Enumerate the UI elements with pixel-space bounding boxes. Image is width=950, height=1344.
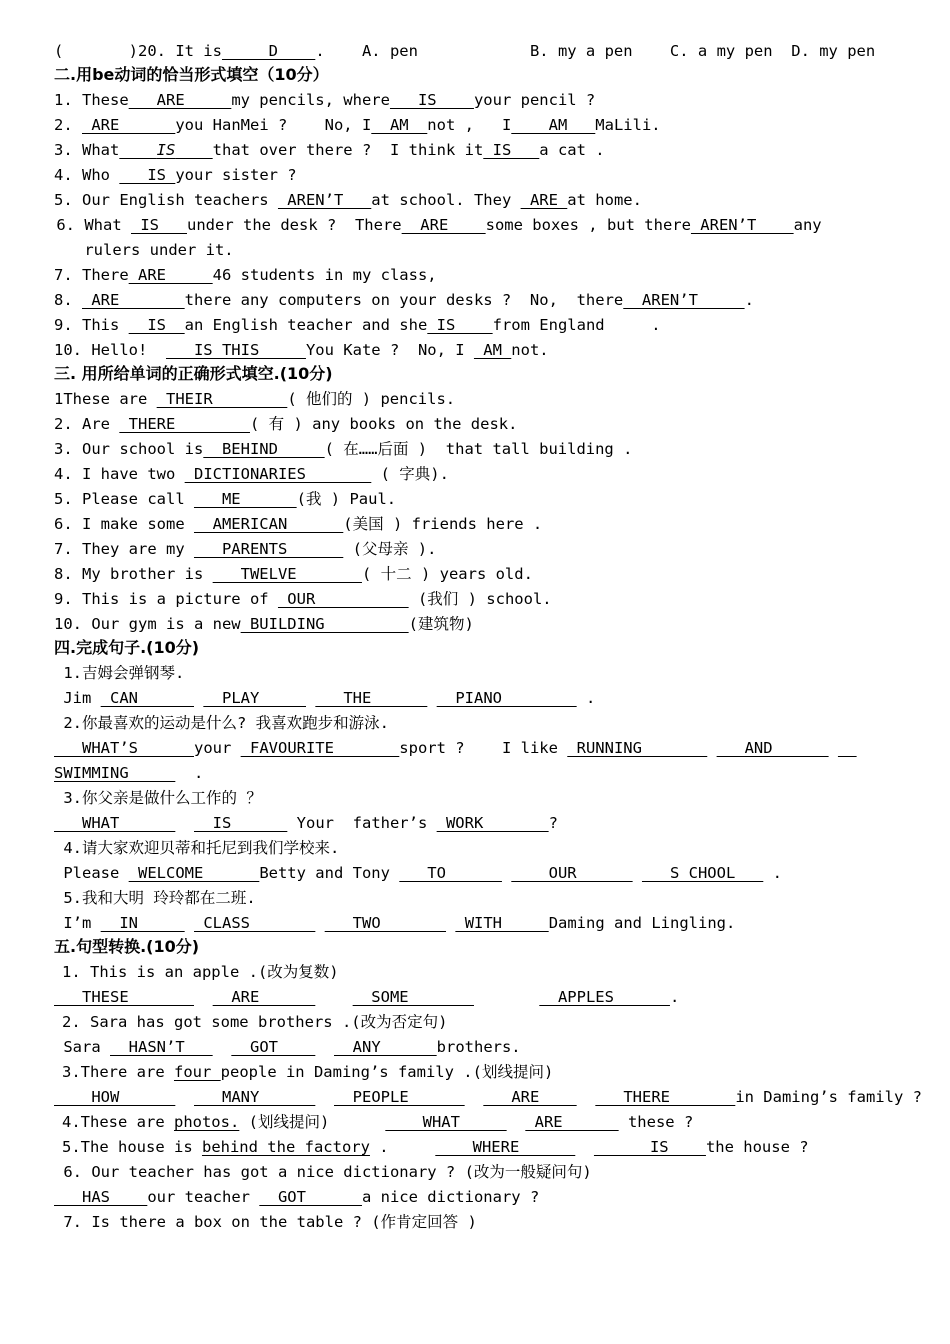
s4-answer-5	[54, 913, 735, 933]
underlined-phrase: photos.	[173, 1113, 240, 1131]
answer-blank: HASN’T	[110, 1038, 213, 1056]
q20-stem: ( )20. It is	[54, 42, 222, 60]
section-3-title: 三. 用所给单词的正确形式填空.(10分)	[54, 364, 333, 383]
text-fragment: some boxes , but there	[485, 216, 691, 234]
text-fragment: 3. Our school is	[54, 440, 204, 458]
text-fragment: our teacher	[147, 1188, 260, 1206]
s2-item-3	[54, 140, 605, 160]
s2-item-9	[54, 315, 661, 335]
text-fragment: 46 students in my class,	[212, 266, 437, 284]
answer-blank: IS	[483, 141, 540, 159]
s4-prompt-2: 2.你最喜欢的运动是什么? 我喜欢跑步和游泳.	[54, 714, 389, 732]
s3-item-5	[54, 489, 396, 509]
text-fragment	[502, 864, 511, 882]
answer-blank: AREN’T	[277, 191, 372, 209]
text-fragment: (美国 ) friends here .	[343, 515, 543, 533]
s5-answer-2	[54, 1037, 521, 1057]
s2-item-4	[54, 165, 297, 185]
text-fragment: a cat .	[539, 141, 605, 159]
answer-blank: PIANO	[436, 689, 577, 707]
answer-blank: AND	[716, 739, 829, 757]
s2-item-7	[54, 265, 437, 285]
text-fragment: .	[576, 689, 596, 707]
s2-item-6	[47, 215, 822, 235]
text-fragment: Please	[54, 864, 129, 882]
text-fragment: MaLili.	[595, 116, 661, 134]
answer-blank: CAN	[100, 689, 194, 707]
answer-blank: D	[221, 42, 316, 60]
answer-blank: AM	[371, 116, 428, 134]
answer-blank: THERE	[595, 1088, 736, 1106]
answer-blank: AMERICAN	[193, 515, 344, 533]
s2-item-1	[54, 90, 595, 110]
s2-item-2	[54, 115, 661, 135]
answer-blank: SWIMMING	[54, 764, 176, 782]
answer-blank: AREN’T	[623, 291, 745, 309]
text-fragment	[175, 814, 194, 832]
text-fragment: at home.	[567, 191, 642, 209]
answer-blank: IS	[131, 216, 187, 234]
text-fragment: .	[744, 291, 754, 309]
question-20	[54, 41, 875, 61]
answer-blank: FAVOURITE	[240, 739, 400, 757]
answer-blank: OUR	[277, 590, 409, 608]
underlined-phrase: four	[173, 1063, 221, 1081]
text-fragment: my pencils, where	[231, 91, 390, 109]
s3-item-1	[54, 389, 455, 409]
text-fragment: ( 字典).	[371, 465, 449, 483]
text-fragment: your pencil ?	[473, 91, 596, 109]
answer-blank: ARE	[128, 91, 232, 109]
text-fragment: 1These are	[54, 390, 157, 408]
text-fragment: 10. Our gym is a new	[54, 615, 241, 633]
q20-options: . A. pen B. my a pen C. a my pen D. my pen	[315, 42, 876, 60]
text-fragment: people in Daming’s family .(划线提问)	[220, 1063, 554, 1081]
text-fragment: Betty and Tony	[259, 864, 400, 882]
text-fragment: ( 十二 ) years old.	[361, 565, 533, 583]
text-fragment: under the desk ? There	[187, 216, 402, 234]
text-fragment: 5. Our English teachers	[54, 191, 278, 209]
answer-blank: HAS	[54, 1188, 148, 1206]
text-fragment: not.	[511, 341, 549, 359]
answer-blank: AM	[473, 341, 512, 359]
text-fragment	[315, 1038, 334, 1056]
text-fragment: .	[175, 764, 204, 782]
answer-blank: CLASS	[194, 914, 316, 932]
text-fragment: Jim	[54, 689, 101, 707]
text-fragment	[577, 1088, 596, 1106]
text-fragment	[175, 1088, 194, 1106]
text-fragment: ?	[548, 814, 558, 832]
answer-blank: THE	[315, 689, 428, 707]
answer-blank: PEOPLE	[334, 1088, 465, 1106]
s4-prompt-4: 4.请大家欢迎贝蒂和托尼到我们学校来.	[54, 839, 340, 857]
text-fragment	[185, 914, 194, 932]
answer-blank: TO	[399, 864, 502, 882]
text-fragment: not , I	[427, 116, 512, 134]
text-fragment: 7. There	[54, 266, 129, 284]
answer-blank: ANY	[334, 1038, 437, 1056]
text-fragment: 3. What	[54, 141, 120, 159]
answer-blank: WHAT’S	[54, 739, 194, 757]
s2-item-8	[54, 290, 754, 310]
text-fragment: from England .	[492, 316, 661, 334]
s5-item-4	[62, 1112, 693, 1132]
text-fragment: (划线提问)	[239, 1113, 386, 1131]
text-fragment: 6. I make some	[54, 515, 194, 533]
answer-blank: WHAT	[54, 814, 176, 832]
s4-answer-3	[54, 813, 558, 833]
text-fragment	[213, 1038, 232, 1056]
s2-item-5	[54, 190, 642, 210]
s5-answer-6	[54, 1187, 539, 1207]
text-fragment: these ?	[618, 1113, 694, 1131]
answer-blank: ARE	[128, 266, 213, 284]
s5-answer-3	[54, 1087, 922, 1107]
text-fragment: 5. Please call	[54, 490, 194, 508]
text-fragment: 5.The house is	[62, 1138, 202, 1156]
answer-blank: APPLES	[539, 988, 670, 1006]
text-fragment	[829, 739, 838, 757]
answer-blank: ME	[193, 490, 297, 508]
section-4-title: 四.完成句子.(10分)	[54, 638, 200, 657]
s5-question-2: 2. Sara has got some brothers .(改为否定句)	[62, 1013, 448, 1031]
text-fragment: Your father’s	[287, 814, 437, 832]
s4-prompt-1: 1.吉姆会弹钢琴.	[54, 664, 185, 682]
text-fragment: there any computers on your desks ? No, there	[184, 291, 624, 309]
text-fragment: 6. What	[47, 216, 131, 234]
text-fragment: 8.	[54, 291, 82, 309]
s5-item-5	[62, 1137, 809, 1157]
answer-blank: IS	[427, 316, 493, 334]
section-2-title: 二.用be动词的恰当形式填空（10分）	[54, 65, 329, 84]
s3-item-9	[54, 589, 552, 609]
text-fragment	[119, 141, 156, 159]
text-fragment: at school. They	[371, 191, 521, 209]
s5-answer-1	[54, 987, 679, 1007]
text-fragment: 10. Hello!	[54, 341, 166, 359]
answer-blank: OUR	[511, 864, 633, 882]
text-fragment: 7. They are my	[54, 540, 194, 558]
answer-blank: ARE	[212, 988, 316, 1006]
answer-blank: IS	[194, 814, 288, 832]
text-fragment: a nice dictionary ?	[361, 1188, 540, 1206]
text-fragment: 2.	[54, 116, 82, 134]
text-fragment: 4. Who	[54, 166, 120, 184]
text-fragment	[633, 864, 642, 882]
text-fragment: (我们 ) school.	[408, 590, 552, 608]
text-fragment: ( 在……后面 ) that tall building .	[324, 440, 633, 458]
text-fragment: You Kate ? No, I	[305, 341, 474, 359]
text-fragment: .	[669, 988, 680, 1006]
text-fragment	[446, 914, 455, 932]
answer-blank: WORK	[436, 814, 549, 832]
s4-prompt-3: 3.你父亲是做什么工作的 ？	[54, 789, 262, 807]
answer-blank: ARE	[82, 116, 176, 134]
text-fragment: you HanMei ? No, I	[175, 116, 372, 134]
text-fragment	[175, 141, 212, 159]
text-fragment: 4. I have two	[54, 465, 185, 483]
answer-blank: ARE	[82, 291, 185, 309]
answer-blank: WHAT	[385, 1113, 507, 1131]
text-fragment: an English teacher and she	[184, 316, 428, 334]
answer-blank: TWO	[324, 914, 447, 932]
s2-item-10	[54, 340, 549, 360]
s4-answer-4	[54, 863, 782, 883]
s3-item-3	[54, 439, 632, 459]
answer-blank: ARE	[401, 216, 486, 234]
s2-item-6-cont: rulers under it.	[47, 241, 234, 259]
text-fragment	[194, 988, 213, 1006]
answer-blank: GOT	[259, 1188, 362, 1206]
s3-item-10	[54, 614, 474, 634]
text-fragment: 9. This	[54, 316, 129, 334]
text-fragment: 9. This is a picture of	[54, 590, 278, 608]
text-fragment: 4.These are	[62, 1113, 174, 1131]
text-fragment	[465, 1088, 484, 1106]
answer-blank: AREN’T	[690, 216, 794, 234]
answer-blank: THESE	[54, 988, 194, 1006]
s4-answer-2-cont	[54, 763, 203, 783]
s5-question-7: 7. Is there a box on the table ? (作肯定回答 )	[54, 1213, 477, 1231]
answer-blank: GOT	[231, 1038, 316, 1056]
section-5-title: 五.句型转换.(10分)	[54, 937, 200, 956]
s3-item-2	[54, 414, 517, 434]
text-fragment: .	[763, 864, 782, 882]
answer-blank: ARE	[483, 1088, 577, 1106]
text-fragment: ( 有 ) any books on the desk.	[249, 415, 518, 433]
answer-blank: IS	[128, 316, 185, 334]
s3-item-6	[54, 514, 542, 534]
text-fragment: (建筑物)	[408, 615, 474, 633]
answer-blank: WHERE	[435, 1138, 576, 1156]
answer-blank: ARE	[525, 1113, 619, 1131]
s3-item-8	[54, 564, 533, 584]
answer-blank: MANY	[194, 1088, 316, 1106]
text-fragment: in Daming’s family ?	[735, 1088, 922, 1106]
answer-blank: S CHOOL	[641, 864, 764, 882]
text-fragment: I’m	[54, 914, 101, 932]
text-fragment	[474, 988, 539, 1006]
text-fragment	[315, 1088, 334, 1106]
answer-blank	[838, 739, 857, 757]
text-fragment: sport ? I like	[399, 739, 568, 757]
answer-blank: IS	[593, 1138, 706, 1156]
answer-blank: PLAY	[203, 689, 306, 707]
text-fragment	[194, 689, 203, 707]
text-fragment: (我 ) Paul.	[296, 490, 397, 508]
text-fragment	[427, 689, 436, 707]
answer-blank: AM	[511, 116, 596, 134]
s4-prompt-5: 5.我和大明 玲玲都在二班.	[54, 889, 256, 907]
text-fragment	[315, 914, 324, 932]
text-fragment: (父母亲 ).	[343, 540, 437, 558]
answer-blank: THEIR	[156, 390, 288, 408]
text-fragment	[306, 689, 315, 707]
text-fragment: IS	[156, 141, 176, 159]
answer-blank: IS	[389, 91, 474, 109]
s5-question-3	[62, 1062, 553, 1082]
answer-blank: SOME	[352, 988, 474, 1006]
s4-answer-1	[54, 688, 595, 708]
answer-blank: IS	[119, 166, 176, 184]
text-fragment: 1. These	[54, 91, 129, 109]
answer-blank: THERE	[119, 415, 250, 433]
text-fragment	[507, 1113, 526, 1131]
s5-question-6: 6. Our teacher has got a nice dictionary ? (改为一般疑问句)	[54, 1163, 592, 1181]
text-fragment: that over there ? I think it	[212, 141, 484, 159]
underlined-phrase: behind the factory	[201, 1138, 370, 1156]
text-fragment: 3.There are	[62, 1063, 174, 1081]
answer-blank: TWELVE	[212, 565, 362, 583]
text-fragment	[315, 988, 352, 1006]
answer-blank	[119, 141, 212, 159]
answer-blank: BEHIND	[203, 440, 325, 458]
answer-blank: IN	[100, 914, 185, 932]
text-fragment: your	[193, 739, 241, 757]
text-fragment: Daming and Lingling.	[548, 914, 736, 932]
answer-blank: RUNNING	[567, 739, 708, 757]
answer-blank: WITH	[455, 914, 549, 932]
text-fragment: ( 他们的 ) pencils.	[287, 390, 456, 408]
s3-item-4	[54, 464, 449, 484]
text-fragment: .	[369, 1138, 436, 1156]
answer-blank: HOW	[54, 1088, 176, 1106]
text-fragment: your sister ?	[175, 166, 297, 184]
answer-blank: PARENTS	[193, 540, 344, 558]
text-fragment: Sara	[54, 1038, 110, 1056]
s4-answer-2	[54, 738, 857, 758]
text-fragment: 2. Are	[54, 415, 120, 433]
text-fragment: any	[793, 216, 822, 234]
text-fragment: the house ?	[705, 1138, 809, 1156]
s3-item-7	[54, 539, 436, 559]
answer-blank: WELCOME	[128, 864, 260, 882]
text-fragment: brothers.	[436, 1038, 521, 1056]
text-fragment	[707, 739, 716, 757]
answer-blank: ARE	[520, 191, 568, 209]
text-fragment: 8. My brother is	[54, 565, 213, 583]
answer-blank: IS THIS	[165, 341, 306, 359]
s5-question-1: 1. This is an apple .(改为复数)	[62, 963, 339, 981]
answer-blank: BUILDING	[240, 615, 409, 633]
text-fragment	[575, 1138, 594, 1156]
answer-blank: DICTIONARIES	[184, 465, 372, 483]
